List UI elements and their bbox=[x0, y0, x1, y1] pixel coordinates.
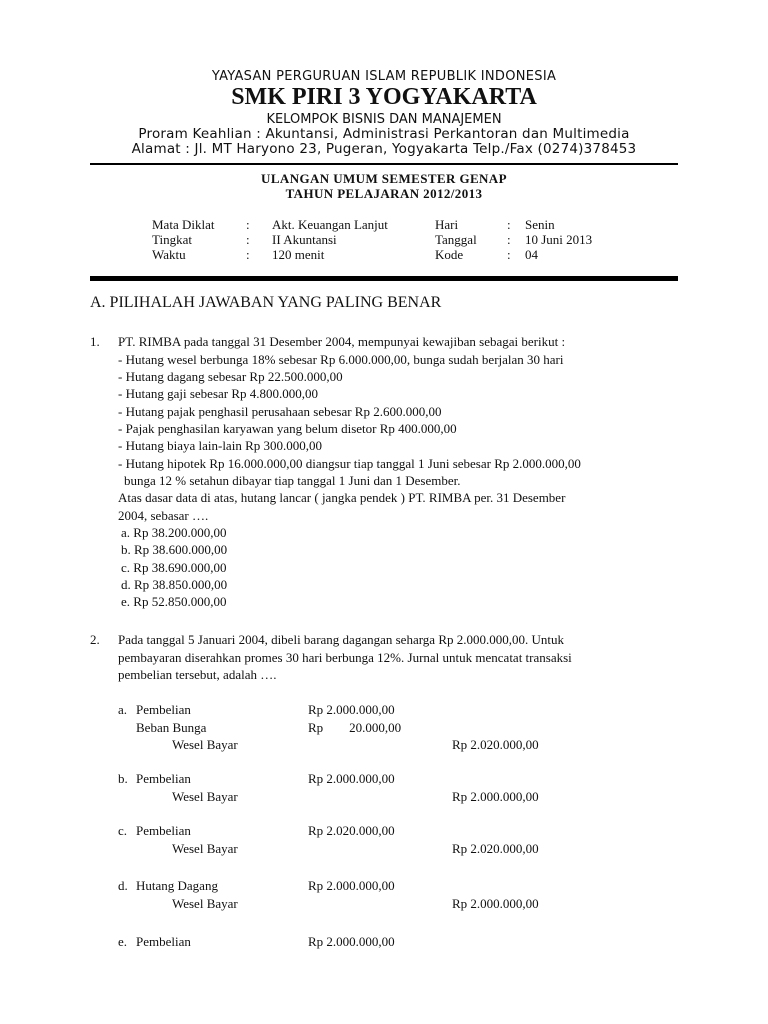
info-colon: : bbox=[246, 247, 250, 262]
answer-option-c[interactable]: c. bbox=[118, 823, 128, 838]
journal-debit: Rp 2.020.000,00 bbox=[308, 823, 395, 838]
journal-account: Pembelian bbox=[136, 771, 191, 786]
info-label-subject: Mata Diklat bbox=[152, 217, 215, 232]
foundation-name: YAYASAN PERGURUAN ISLAM REPUBLIK INDONESIA bbox=[211, 69, 557, 84]
info-label-code: Kode bbox=[435, 247, 464, 262]
journal-credit: Rp 2.000.000,00 bbox=[452, 896, 539, 911]
journal-debit: Rp 2.000.000,00 bbox=[308, 702, 395, 717]
info-divider bbox=[90, 276, 678, 281]
info-label-date: Tanggal bbox=[435, 232, 477, 247]
answer-option-a[interactable]: a. Rp 38.200.000,00 bbox=[121, 525, 227, 540]
journal-account: Wesel Bayar bbox=[172, 789, 238, 804]
list-item-continuation: bunga 12 % setahun dibayar tiap tanggal 1 Juni dan 1 Desember. bbox=[124, 473, 461, 488]
answer-option-b[interactable]: b. Rp 38.600.000,00 bbox=[121, 542, 228, 557]
question-text: Pada tanggal 5 Januari 2004, dibeli barang dagangan seharga Rp 2.000.000,00. Untuk bbox=[118, 632, 564, 647]
journal-account: Pembelian bbox=[136, 702, 191, 717]
info-colon: : bbox=[507, 232, 511, 247]
list-item: - Pajak penghasilan karyawan yang belum disetor Rp 400.000,00 bbox=[118, 421, 457, 436]
journal-debit: Rp 20.000,00 bbox=[308, 720, 402, 735]
info-label-day: Hari bbox=[435, 217, 459, 232]
journal-debit: Rp 2.000.000,00 bbox=[308, 771, 395, 786]
list-item: - Hutang gaji sebesar Rp 4.800.000,00 bbox=[118, 386, 319, 401]
info-value-day: Senin bbox=[525, 217, 555, 232]
answer-option-b[interactable]: b. bbox=[118, 771, 128, 786]
info-value-level: II Akuntansi bbox=[272, 232, 337, 247]
answer-option-d[interactable]: d. bbox=[118, 878, 128, 893]
list-item: - Hutang dagang sebesar Rp 22.500.000,00 bbox=[118, 369, 343, 384]
header-divider bbox=[90, 163, 678, 165]
info-value-time: 120 menit bbox=[272, 247, 325, 262]
list-item: - Hutang wesel berbunga 18% sebesar Rp 6.000.000,00, bunga sudah berjalan 30 hari bbox=[118, 352, 564, 367]
question-number: 2. bbox=[90, 632, 100, 647]
journal-credit: Rp 2.020.000,00 bbox=[452, 841, 539, 856]
exam-title: ULANGAN UMUM SEMESTER GENAP bbox=[261, 171, 507, 186]
journal-credit: Rp 2.020.000,00 bbox=[452, 737, 539, 752]
school-group: KELOMPOK BISNIS DAN MANAJEMEN bbox=[266, 112, 502, 127]
journal-account: Wesel Bayar bbox=[172, 841, 238, 856]
info-colon: : bbox=[507, 217, 511, 232]
answer-option-d[interactable]: d. Rp 38.850.000,00 bbox=[121, 577, 228, 592]
question-text: pembayaran diserahkan promes 30 hari berbunga 12%. Jurnal untuk mencatat transaksi bbox=[118, 650, 572, 665]
answer-option-e[interactable]: e. Rp 52.850.000,00 bbox=[121, 594, 227, 609]
journal-debit: Rp 2.000.000,00 bbox=[308, 878, 395, 893]
school-address: Alamat : Jl. MT Haryono 23, Pugeran, Yogyakarta Telp./Fax (0274)378453 bbox=[131, 141, 637, 157]
answer-option-a[interactable]: a. bbox=[118, 702, 128, 717]
journal-account: Beban Bunga bbox=[136, 720, 207, 735]
info-label-level: Tingkat bbox=[152, 232, 192, 247]
journal-account: Pembelian bbox=[136, 823, 191, 838]
school-name: SMK PIRI 3 YOGYAKARTA bbox=[231, 84, 537, 110]
list-item: - Hutang hipotek Rp 16.000.000,00 diangsur tiap tanggal 1 Juni sebesar Rp 2.000.000,00 bbox=[118, 456, 581, 471]
journal-account: Wesel Bayar bbox=[172, 896, 238, 911]
info-label-time: Waktu bbox=[152, 247, 186, 262]
info-value-code: 04 bbox=[525, 247, 538, 262]
info-colon: : bbox=[507, 247, 511, 262]
exam-year: TAHUN PELAJARAN 2012/2013 bbox=[285, 186, 483, 201]
journal-debit: Rp 2.000.000,00 bbox=[308, 934, 395, 949]
question-prompt: 2004, sebasar …. bbox=[118, 508, 209, 523]
question-prompt: Atas dasar data di atas, hutang lancar ( jangka pendek ) PT. RIMBA per. 31 Desember bbox=[118, 490, 566, 505]
journal-account: Hutang Dagang bbox=[136, 878, 218, 893]
info-value-date: 10 Juni 2013 bbox=[525, 232, 593, 247]
info-colon: : bbox=[246, 217, 250, 232]
question-number: 1. bbox=[90, 334, 100, 349]
section-title: A. PILIHALAH JAWABAN YANG PALING BENAR bbox=[90, 294, 442, 311]
list-item: - Hutang biaya lain-lain Rp 300.000,00 bbox=[118, 438, 322, 453]
school-programs: Proram Keahlian : Akuntansi, Administrasi Perkantoran dan Multimedia bbox=[138, 126, 630, 142]
list-item: - Hutang pajak penghasil perusahaan sebesar Rp 2.600.000,00 bbox=[118, 404, 442, 419]
question-text: pembelian tersebut, adalah …. bbox=[118, 667, 277, 682]
info-value-subject: Akt. Keuangan Lanjut bbox=[272, 217, 388, 232]
journal-account: Wesel Bayar bbox=[172, 737, 238, 752]
info-colon: : bbox=[246, 232, 250, 247]
answer-option-c[interactable]: c. Rp 38.690.000,00 bbox=[121, 560, 227, 575]
journal-credit: Rp 2.000.000,00 bbox=[452, 789, 539, 804]
journal-account: Pembelian bbox=[136, 934, 191, 949]
answer-option-e[interactable]: e. bbox=[118, 934, 128, 949]
question-text: PT. RIMBA pada tanggal 31 Desember 2004, mempunyai kewajiban sebagai berikut : bbox=[118, 334, 566, 349]
